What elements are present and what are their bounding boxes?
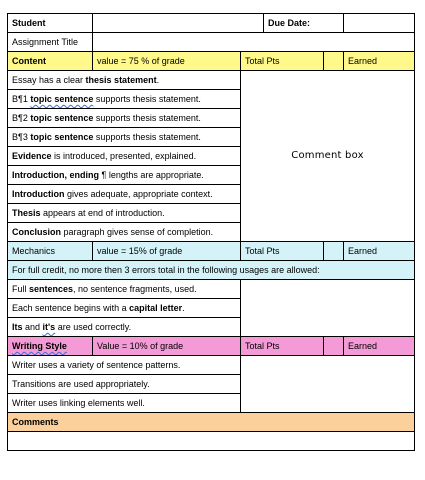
writing-style-label: Writing Style bbox=[8, 337, 93, 356]
student-label: Student bbox=[8, 14, 93, 33]
content-total-pts-label: Total Pts bbox=[241, 52, 324, 71]
mechanics-criterion-3: Its and it's are used correctly. bbox=[8, 318, 241, 337]
due-date-label: Due Date: bbox=[264, 14, 344, 33]
mechanics-earned-label: Earned bbox=[344, 242, 415, 261]
comments-field[interactable] bbox=[8, 432, 415, 451]
mechanics-value: value = 15% of grade bbox=[93, 242, 241, 261]
due-date-field[interactable] bbox=[344, 14, 415, 33]
content-value: value = 75 % of grade bbox=[93, 52, 241, 71]
content-criterion-5: Evidence is introduced, presented, explained. bbox=[8, 147, 241, 166]
writing-style-criterion-1: Writer uses a variety of sentence patterns. bbox=[8, 356, 241, 375]
content-label: Content bbox=[8, 52, 93, 71]
mechanics-section-header bbox=[8, 242, 415, 261]
writing-style-criterion-3: Writer uses linking elements well. bbox=[8, 394, 241, 413]
writing-style-total-pts-label: Total Pts bbox=[241, 337, 324, 356]
assignment-title-field[interactable] bbox=[93, 33, 415, 52]
mechanics-criterion-2: Each sentence begins with a capital letter. bbox=[8, 299, 241, 318]
writing-style-criterion-row bbox=[8, 356, 415, 375]
student-row bbox=[8, 14, 415, 33]
mechanics-criterion-row bbox=[8, 280, 415, 299]
mechanics-label: Mechanics bbox=[8, 242, 93, 261]
assignment-title-label: Assignment Title bbox=[8, 33, 93, 52]
writing-style-criterion-2: Transitions are used appropriately. bbox=[8, 375, 241, 394]
writing-style-value: Value = 10% of grade bbox=[93, 337, 241, 356]
assignment-title-row bbox=[8, 33, 415, 52]
content-total-pts-field[interactable] bbox=[324, 52, 344, 71]
mechanics-comment-box[interactable] bbox=[241, 280, 415, 337]
content-criterion-9: Conclusion paragraph gives sense of completion. bbox=[8, 223, 241, 242]
content-section-header bbox=[8, 52, 415, 71]
content-comment-box[interactable] bbox=[241, 71, 415, 242]
comment-box-label: Comment box bbox=[291, 150, 364, 161]
content-criterion-3: B¶2 topic sentence supports thesis statement. bbox=[8, 109, 241, 128]
mechanics-total-pts-field[interactable] bbox=[324, 242, 344, 261]
content-criterion-4: B¶3 topic sentence supports thesis statement. bbox=[8, 128, 241, 147]
student-field[interactable] bbox=[93, 14, 264, 33]
content-criterion-row bbox=[8, 71, 415, 90]
mechanics-note: For full credit, no more then 3 errors total in the following usages are allowed: bbox=[8, 261, 415, 280]
writing-style-comment-box[interactable] bbox=[241, 356, 415, 413]
content-criterion-7: Introduction gives adequate, appropriate context. bbox=[8, 185, 241, 204]
content-earned-label: Earned bbox=[344, 52, 415, 71]
grading-rubric-table bbox=[7, 13, 415, 451]
writing-style-total-pts-field[interactable] bbox=[324, 337, 344, 356]
content-criterion-2: B¶1 topic sentence supports thesis statement. bbox=[8, 90, 241, 109]
mechanics-criterion-1: Full sentences, no sentence fragments, used. bbox=[8, 280, 241, 299]
content-criterion-8: Thesis appears at end of introduction. bbox=[8, 204, 241, 223]
content-criterion-6: Introduction, ending ¶ lengths are appropriate. bbox=[8, 166, 241, 185]
mechanics-note-row bbox=[8, 261, 415, 280]
content-criterion-1: Essay has a clear thesis statement. bbox=[8, 71, 241, 90]
writing-style-section-header bbox=[8, 337, 415, 356]
comments-label: Comments bbox=[8, 413, 415, 432]
mechanics-total-pts-label: Total Pts bbox=[241, 242, 324, 261]
comments-section-header bbox=[8, 413, 415, 432]
writing-style-earned-label: Earned bbox=[344, 337, 415, 356]
comments-row bbox=[8, 432, 415, 451]
